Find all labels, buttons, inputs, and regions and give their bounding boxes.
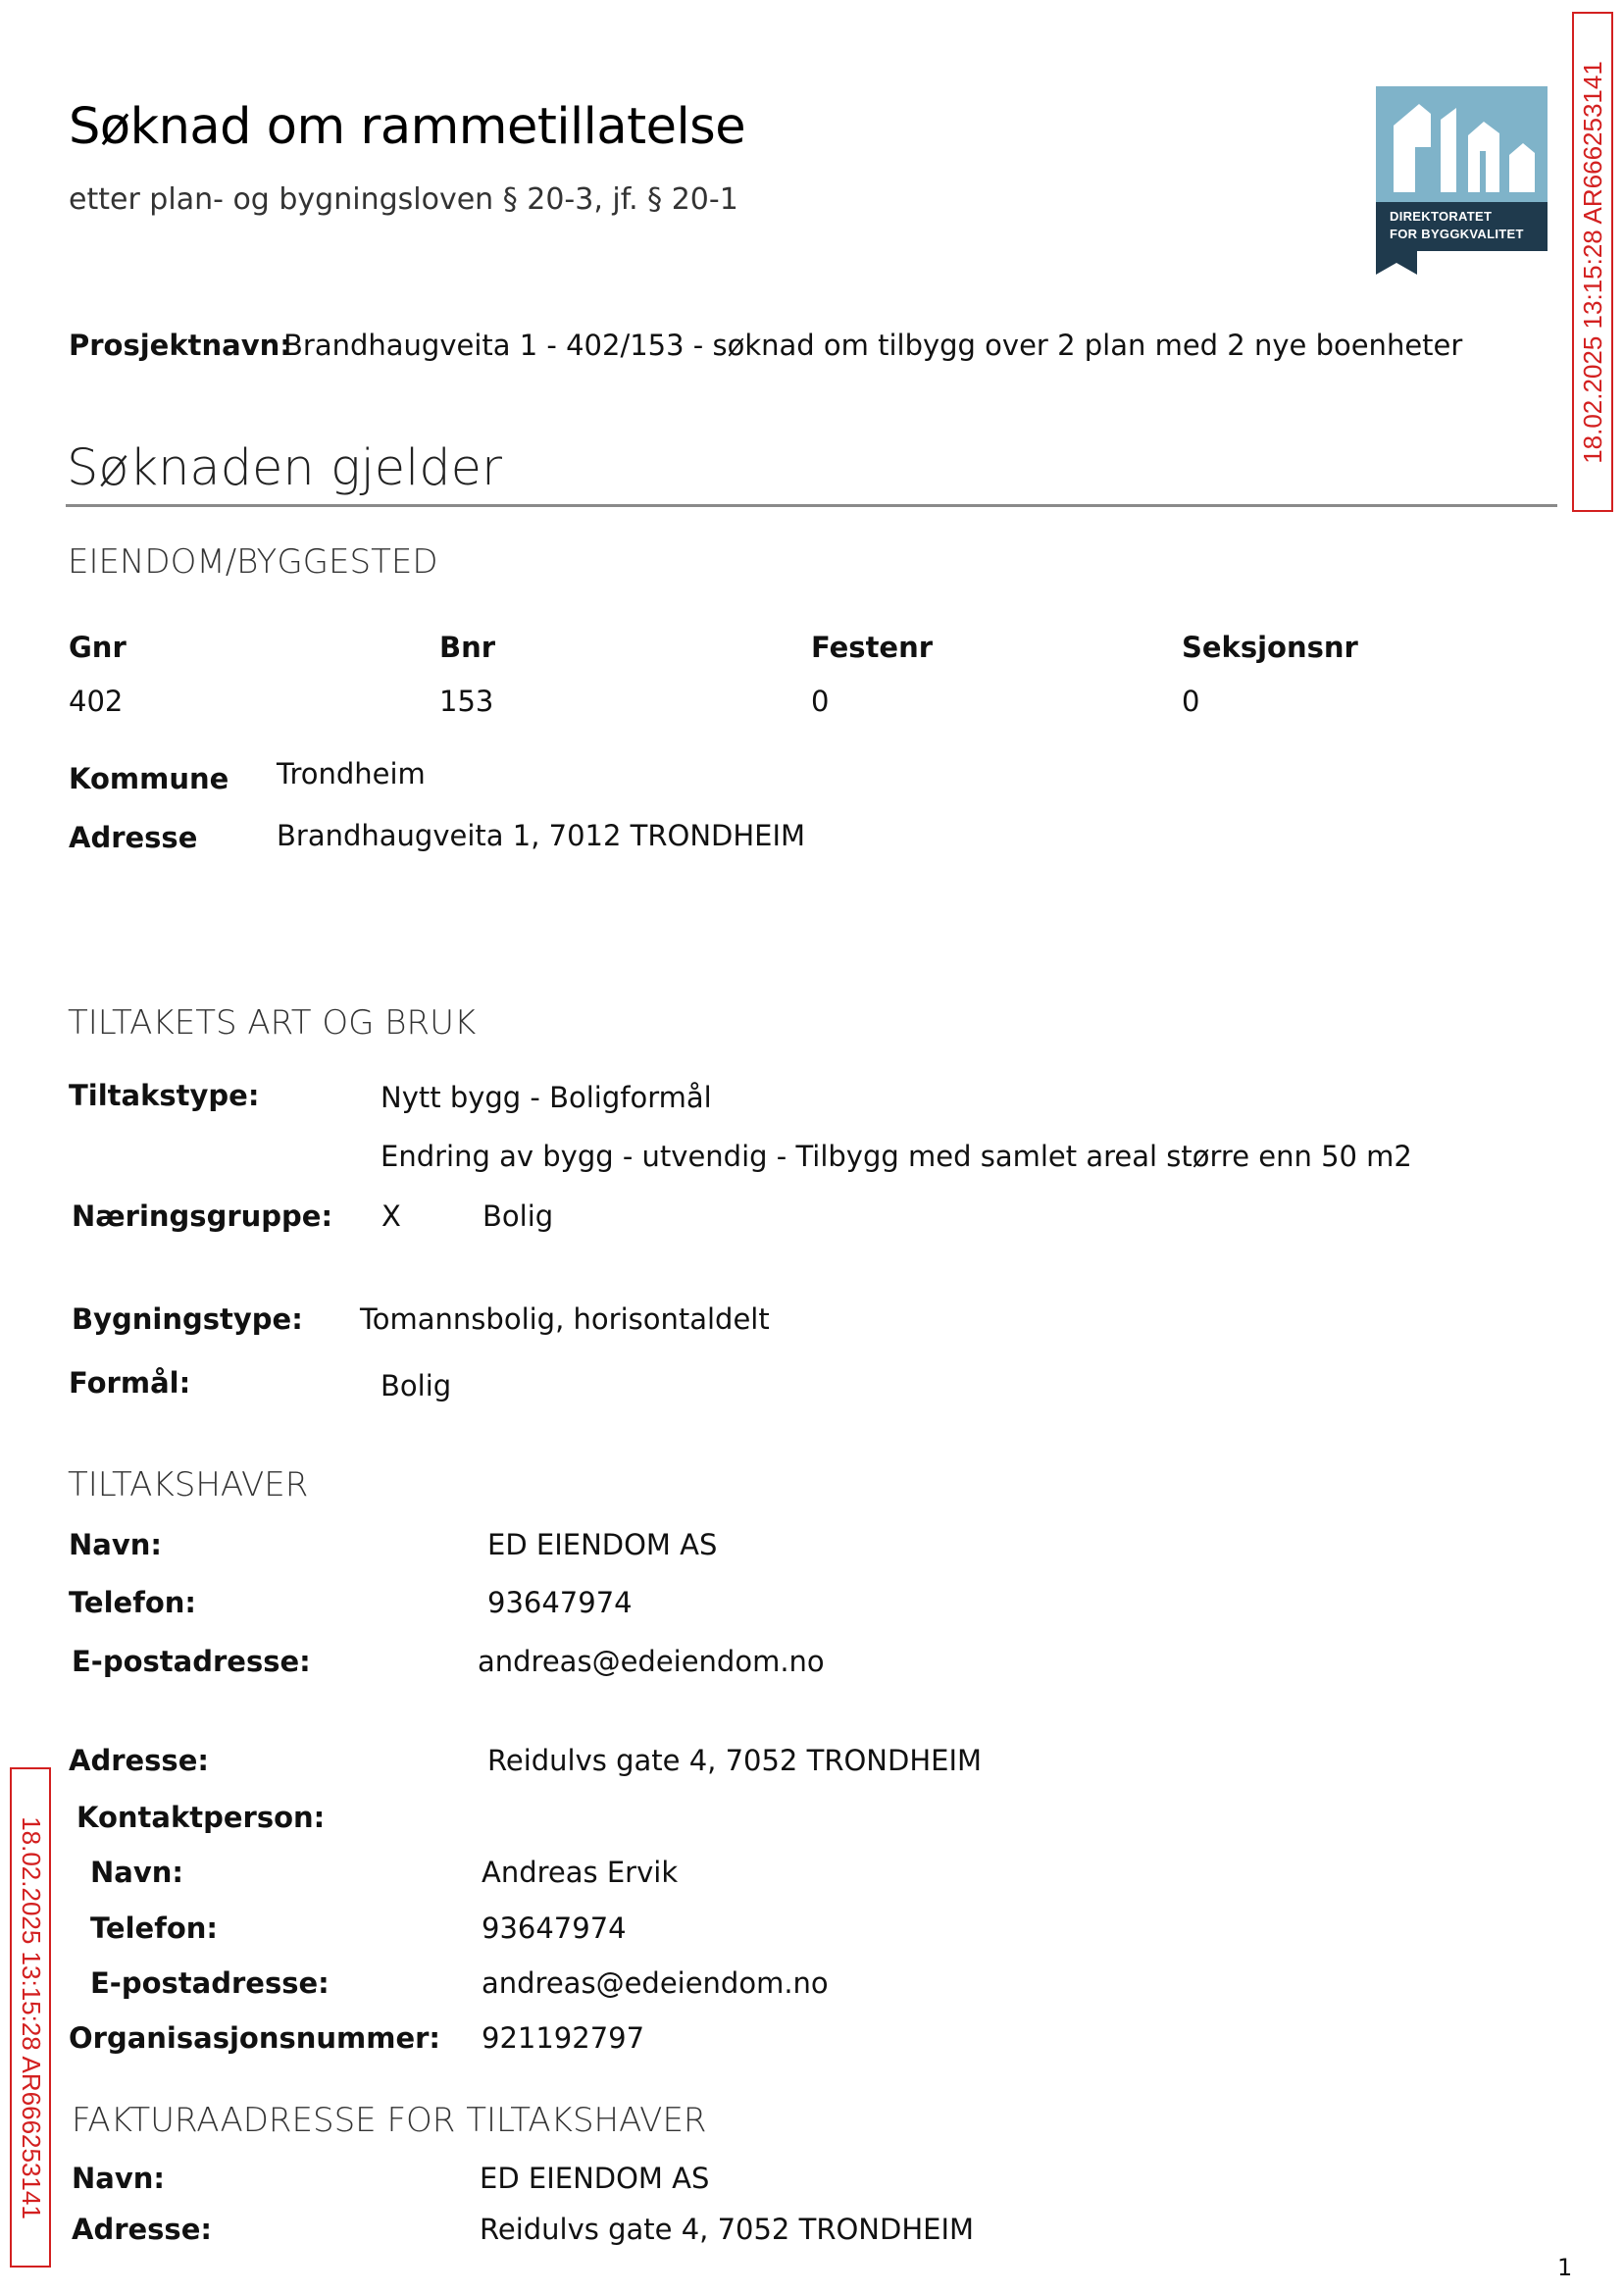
project-label: Prosjektnavn: [69,329,291,362]
tiltakshaver-adresse: Reidulvs gate 4, 7052 TRONDHEIM [487,1744,983,1777]
kontaktperson-label: Kontaktperson: [76,1801,326,1834]
building-logo-icon [1376,86,1548,275]
tiltakstype-value-2: Endring av bygg - utvendig - Tilbygg med samlet areal større enn 50 m2 [381,1140,1412,1173]
date-stamp-right [1572,12,1613,512]
tiltakshaver-adresse-label: Adresse: [69,1744,209,1777]
adresse-value: Brandhaugveita 1, 7012 TRONDHEIM [277,819,806,852]
faktura-navn-label: Navn: [72,2162,165,2195]
naeringsgruppe-label: Næringsgruppe: [72,1199,333,1233]
tiltakshaver-navn-label: Navn: [69,1528,162,1561]
logo-text-line2: FOR BYGGKVALITET [1390,227,1524,241]
kontakt-epost: andreas@edeiendom.no [482,1966,829,2000]
section-title: Søknaden gjelder [67,439,503,497]
bnr-label: Bnr [439,631,496,664]
tiltakstype-value-1: Nytt bygg - Boligformål [381,1081,712,1114]
orgnr-value: 921192797 [482,2021,645,2055]
kontakt-telefon-label: Telefon: [90,1912,218,1945]
kontakt-telefon: 93647974 [482,1912,627,1945]
kommune-label: Kommune [69,762,229,795]
gnr-value: 402 [69,685,124,718]
tiltakshaver-telefon-label: Telefon: [69,1586,196,1619]
faktura-heading: FAKTURAADRESSE FOR TILTAKSHAVER [72,2101,707,2140]
tiltakshaver-heading: TILTAKSHAVER [68,1465,309,1504]
formal-value: Bolig [381,1369,452,1402]
faktura-adresse-label: Adresse: [72,2213,212,2246]
bygningstype-label: Bygningstype: [72,1302,303,1336]
bygningstype-value: Tomannsbolig, horisontaldelt [360,1302,770,1336]
festenr-label: Festenr [811,631,934,664]
gnr-label: Gnr [69,631,127,664]
property-heading: EIENDOM/BYGGESTED [68,542,438,582]
orgnr-label: Organisasjonsnummer: [69,2021,441,2055]
tiltakshaver-epost: andreas@edeiendom.no [478,1645,825,1678]
dibk-logo [1376,86,1548,275]
faktura-adresse: Reidulvs gate 4, 7052 TRONDHEIM [480,2213,975,2246]
adresse-label: Adresse [69,821,198,854]
date-stamp-left [10,1767,51,2268]
kontakt-epost-label: E-postadresse: [90,1966,330,2000]
tiltakshaver-telefon: 93647974 [487,1586,633,1619]
date-stamp-text: 18.02.2025 13:15:28 AR666253141 [1577,60,1607,464]
project-name: Brandhaugveita 1 - 402/153 - søknad om tilbygg over 2 plan med 2 nye boenheter [283,329,1463,362]
festenr-value: 0 [811,685,830,718]
date-stamp-text: 18.02.2025 13:15:28 AR666253141 [16,1815,46,2219]
logo-text-line1: DIREKTORATET [1390,209,1493,224]
section-divider [66,504,1557,507]
document-subtitle: etter plan- og bygningsloven § 20-3, jf. § 20-1 [69,182,738,217]
kontakt-navn-label: Navn: [90,1856,183,1889]
tiltak-heading: TILTAKETS ART OG BRUK [68,1003,477,1043]
tiltakshaver-navn: ED EIENDOM AS [487,1528,718,1561]
seksjonsnr-label: Seksjonsnr [1182,631,1358,664]
page-number: 1 [1557,2254,1573,2281]
kommune-value: Trondheim [277,757,426,790]
naeringsgruppe-code: X [381,1199,401,1233]
seksjonsnr-value: 0 [1182,685,1200,718]
kontakt-navn: Andreas Ervik [482,1856,679,1889]
bnr-value: 153 [439,685,494,718]
faktura-navn: ED EIENDOM AS [480,2162,710,2195]
formal-label: Formål: [69,1366,191,1400]
tiltakshaver-epost-label: E-postadresse: [72,1645,311,1678]
document-title: Søknad om rammetillatelse [69,98,746,156]
naeringsgruppe-value: Bolig [482,1199,554,1233]
tiltakstype-label: Tiltakstype: [69,1079,260,1112]
